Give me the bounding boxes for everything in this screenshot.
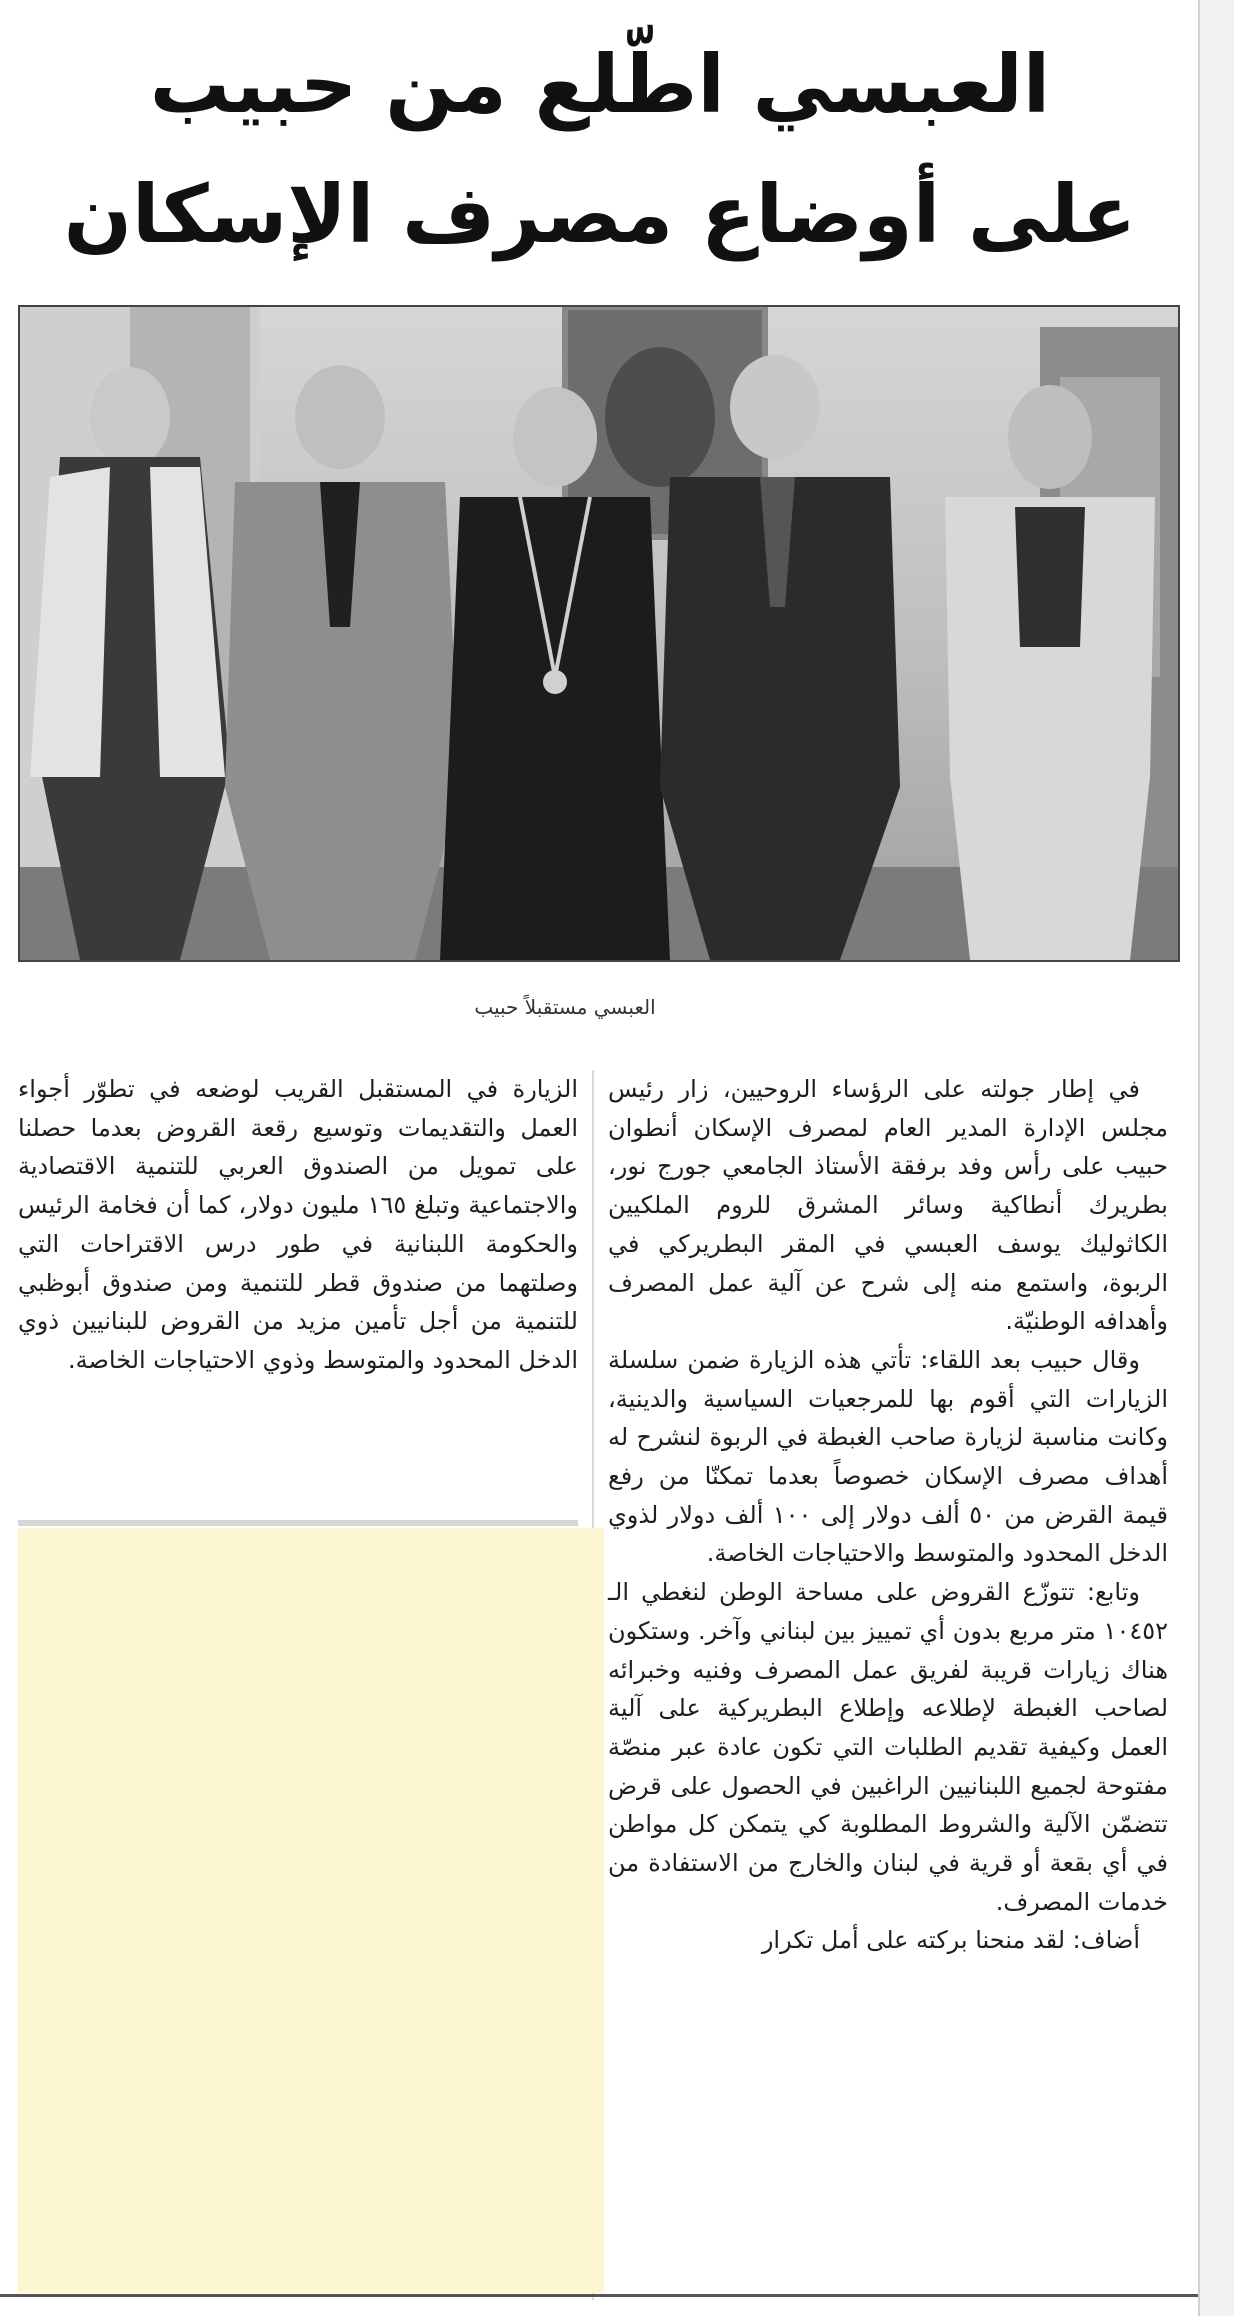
paragraph-4: أضاف: لقد منحنا بركته على أمل تكرار: [761, 1926, 1140, 1955]
empty-highlight-box: [18, 1528, 604, 2293]
article-column-right: [608, 1070, 1168, 1960]
paragraph-1: في إطار جولته على الرؤساء الروحيين، زار رئيس مجلس الإدارة المدير العام لمصرف الإسكان أنطوان حبيب على رأس وفد برفقة الأستاذ الجامعي جورج نور، بطريرك أنطاكية وسائر المشرق للروم الملكيين الكاثوليك يوسف العبسي في المقر البطريركي في الربوة، واستمع منه إلى شرح عن آلية عمل المصرف وأهدافه الوطنيّة.: [608, 1075, 1168, 1336]
paragraph-3: وتابع: تتوزّع القروض على مساحة الوطن لنغطي الـ ١٠٤٥٢ متر مربع بدون أي تمييز بين لبناني وآخر. وستكون هناك زيارات قريبة لفريق عمل المصرف وفنيه وخبرائه لصاحب الغبطة لإطلاعه وإطلاع البطريركية على آلية العمل وكيفية تقديم الطلبات التي تكون عادة عبر منصّة مفتوحة لجميع اللبنانيين الراغبين في الحصول على قرض تتضمّن الآلية والشروط المطلوبة كي يتمكن كل مواطن في أي بقعة أو قرية في لبنان والخارج من الاستفادة من خدمات المصرف.: [608, 1578, 1168, 1916]
page-edge-strip: [1198, 0, 1234, 2316]
headline-line-2: على أوضاع مصرف الإسكان: [63, 168, 1137, 261]
paragraph-continued: الزيارة في المستقبل القريب لوضعه في تطوّر أجواء العمل والتقديمات وتوسيع رقعة القروض بعدما حصلنا على تمويل من الصندوق العربي للتنمية الاقتصادية والاجتماعية وتبلغ ١٦٥ مليون دولار، كما أن فخامة الرئيس والحكومة اللبنانية في طور درس الاقتراحات التي وصلتهما من صندوق قطر للتنمية ومن صندوق أبوظبي للتنمية من أجل تأمين مزيد من القروض للبنانيين ذوي الدخل المحدود والمتوسط وذوي الاحتياجات الخاصة.: [18, 1075, 578, 1374]
group-photo-illustration: [20, 307, 1178, 960]
headline-line-1: العبسي اطّلع من حبيب: [149, 38, 1051, 131]
paragraph-2: وقال حبيب بعد اللقاء: تأتي هذه الزيارة ضمن سلسلة الزيارات التي أقوم بها للمرجعيات السياسية والدينية، وكانت مناسبة لزيارة صاحب الغبطة في الربوة لنشرح له أهداف مصرف الإسكان خصوصاً بعدما تمكنّا من رفع قيمة القرض من ٥٠ ألف دولار إلى ١٠٠ ألف دولار لذوي الدخل المحدود والمتوسط والاحتياجات الخاصة.: [608, 1345, 1168, 1568]
article-headline: [60, 20, 1140, 280]
photo-caption: العبسي مستقبلاً حبيب: [474, 995, 656, 1019]
article-photo: [18, 305, 1180, 962]
article-column-left: [18, 1070, 578, 1380]
box-separator: [18, 1520, 578, 1526]
bottom-rule: [0, 2294, 1198, 2297]
